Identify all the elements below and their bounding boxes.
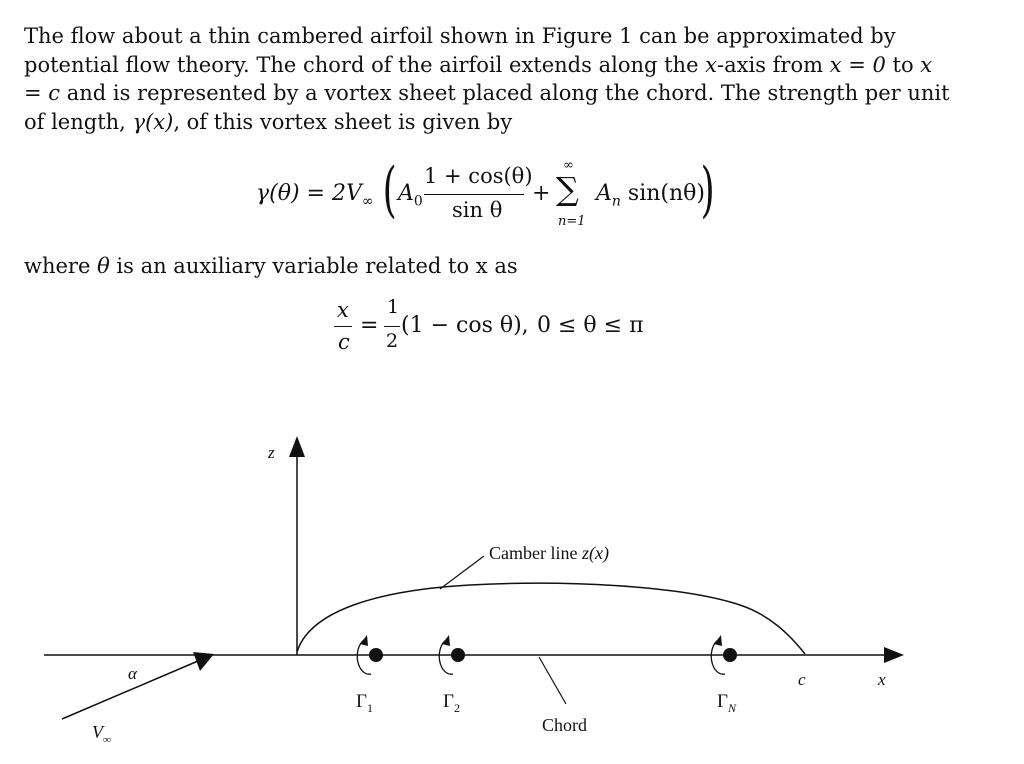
intro-text-a: The flow about a thin cambered airfoil shown in Figure 1 can be approximated by potential flow theory. The chord of the airfoil extends along the	[24, 24, 896, 77]
vortex-2-arc	[439, 640, 453, 674]
vortex-2-arrow	[442, 635, 450, 646]
eq1-left-paren: (	[382, 155, 397, 225]
eq2-den-c: c	[338, 330, 350, 354]
eq1-numerator: 1 + cos(θ)	[424, 164, 533, 188]
vortex-1-dot	[369, 648, 383, 662]
intro-eq-a: x = 0	[829, 52, 886, 77]
freestream-velocity-label: $V_\infty$	[92, 722, 111, 746]
eq2-equals: =	[360, 313, 379, 338]
x-axis-label: x	[878, 670, 886, 689]
eq1-sum-symbol: ∑	[556, 170, 579, 208]
z-axis-arrowhead	[289, 436, 305, 457]
x-axis-arrowhead	[884, 647, 904, 663]
eq2-num-x: x	[337, 298, 349, 322]
intro-x-axis-var: x	[705, 52, 718, 77]
vortex-n-arrow	[714, 635, 722, 646]
eq2-half-den: 2	[386, 330, 399, 352]
eq2-rhs: (1 − cos θ),	[401, 313, 529, 338]
vortex-1-arc	[357, 640, 371, 674]
eq1-plus: +	[532, 181, 551, 206]
chord-label: Chord	[542, 715, 587, 735]
vortex-2-dot	[451, 648, 465, 662]
eq1-right-paren: )	[700, 155, 715, 225]
angle-of-attack-label: α	[128, 664, 137, 683]
eq1-a0: $A_0$	[398, 181, 423, 210]
camber-line-label: Camber line z(x)	[489, 543, 609, 563]
gamma-2-label: $\Gamma_2$	[443, 691, 460, 715]
chord-end-label: c	[798, 670, 806, 689]
eq1-denominator: sin θ	[452, 198, 503, 222]
theta-symbol: θ	[97, 254, 110, 278]
vortex-n-dot	[723, 648, 737, 662]
intro-text-e: , of this vortex sheet is given by	[173, 109, 513, 134]
eq1-term: $A_n$ sin(nθ)	[596, 181, 705, 210]
eq2-range: 0 ≤ θ ≤ π	[537, 313, 644, 338]
intro-gamma-x: γ(x)	[132, 109, 174, 134]
eq2-half-num: 1	[387, 296, 400, 318]
gamma-n-label: $\Gamma_N$	[717, 691, 736, 715]
eq1-lhs: $\gamma(\theta) = 2V_\infty$	[256, 181, 374, 210]
eq1-sum-upper: ∞	[563, 158, 574, 173]
theta-text-a: where	[24, 254, 98, 278]
gamma-1-label: $\Gamma_1$	[356, 691, 373, 715]
vortex-n-arc	[711, 640, 725, 674]
intro-eq-b: x = c	[24, 52, 933, 105]
z-axis-label: z	[268, 443, 275, 462]
eq1-sum-lower: n=1	[558, 214, 586, 229]
chord-leader-line	[539, 657, 566, 704]
intro-text-c: to	[885, 52, 921, 77]
intro-text-b: -axis from	[717, 52, 830, 77]
intro-text-d: and is represented by a vortex sheet placed along the chord. The strength per unit of length,	[24, 81, 950, 134]
camber-line	[297, 583, 805, 654]
vortex-1-arrow	[360, 635, 368, 646]
theta-text-b: is an auxiliary variable related to x as	[109, 254, 518, 278]
